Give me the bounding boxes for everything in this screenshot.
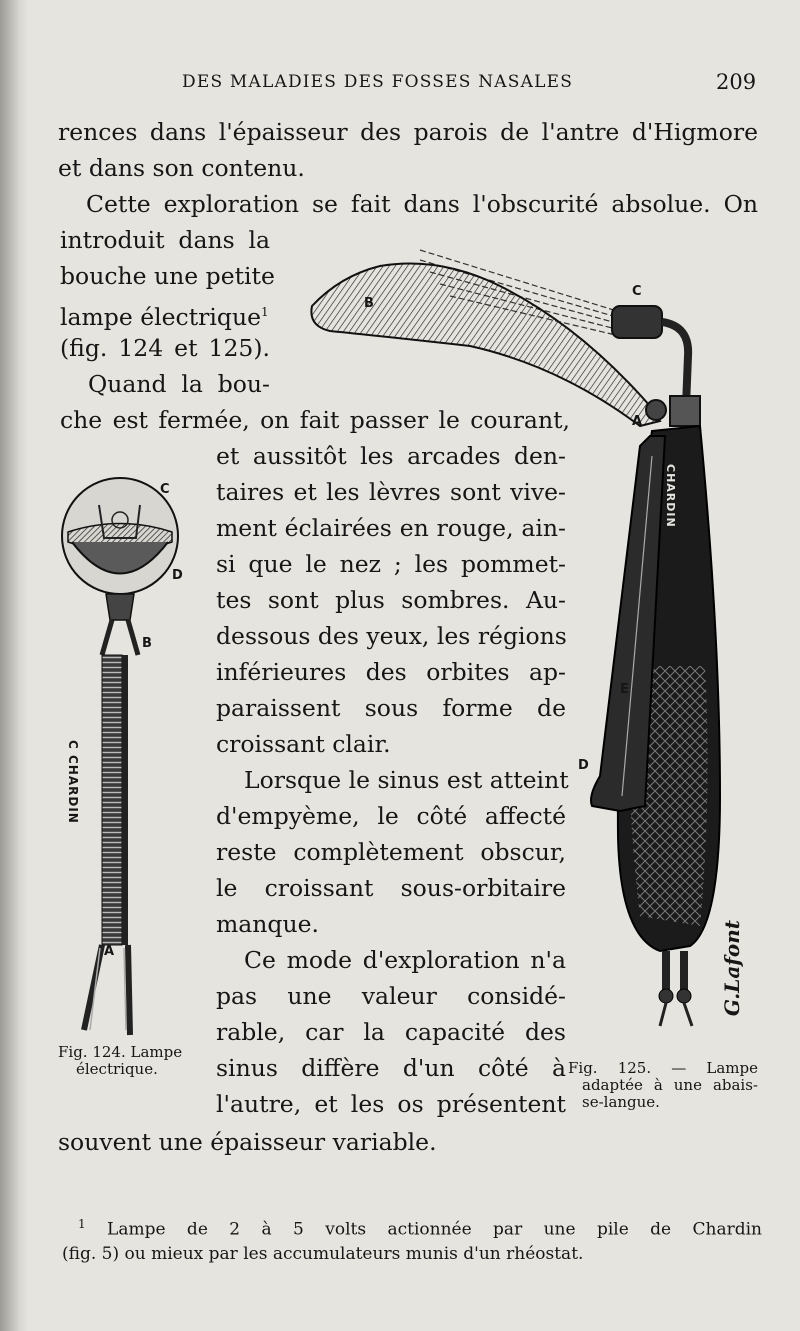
footnote-marker: 1 [78, 1217, 86, 1231]
footnote-line: (fig. 5) ou mieux par les accumulateurs munis d'un rhéostat. [62, 1243, 584, 1264]
text-line: che est fermée, on fait passer le courant, [60, 406, 570, 434]
paragraph-narrow-column [60, 222, 275, 402]
caption-line: électrique. [76, 1060, 158, 1078]
text-line: pas une valeur considé- [216, 982, 566, 1010]
text-line: ment éclairées en rouge, ain- [216, 514, 566, 542]
caption-line: adaptée à une abais- [582, 1076, 758, 1094]
text-line: (fig. 124 et 125). [60, 334, 270, 362]
text-line: Lorsque le sinus est atteint [244, 766, 569, 794]
footnote-line [62, 1212, 762, 1242]
text-line: taires et les lèvres sont vive- [216, 478, 566, 506]
page-gutter-shadow [0, 0, 28, 1331]
figure-125-label-b: B [364, 296, 374, 311]
text-line: sinus diffère d'un côté à [216, 1054, 566, 1082]
text-line: et aussitôt les arcades den- [216, 442, 566, 470]
text-line: introduit dans la [60, 226, 270, 254]
text-line: souvent une épaisseur variable. [58, 1128, 437, 1156]
caption-line: Fig. 125. — Lampe [568, 1059, 758, 1077]
text-line: croissant clair. [216, 730, 391, 758]
text-line: tes sont plus sombres. Au- [216, 586, 566, 614]
figure-124-illustration [54, 470, 234, 1050]
text-line [60, 294, 270, 330]
figure-125-caption [568, 1060, 758, 1111]
running-header [0, 70, 800, 102]
figure-124-label-b: B [142, 636, 152, 651]
text-line: Cette exploration se fait dans l'obscurité absolue. On [86, 190, 758, 218]
text-line: d'empyème, le côté affecté [216, 802, 566, 830]
text-line: et dans son contenu. [58, 154, 305, 182]
figure-124-label-a: A [104, 944, 115, 959]
figure-125-label-a: A [632, 414, 643, 429]
footnote-line-text: Lampe de 2 à 5 volts actionnée par une pile de Chardin [107, 1219, 763, 1240]
footnote [62, 1212, 762, 1266]
text-line-content: lampe électrique [60, 302, 262, 331]
running-title: DES MALADIES DES FOSSES NASALES [182, 72, 574, 92]
figure-124-caption [58, 1044, 182, 1078]
text-line: inférieures des orbites ap- [216, 658, 566, 686]
figure-125-illustration [300, 236, 760, 1036]
figure-125-label-e: E [620, 682, 629, 697]
text-line: Ce mode d'exploration n'a [244, 946, 566, 974]
engraver-signature: G.Lafont [720, 920, 744, 1017]
text-line: rable, car la capacité des [216, 1018, 566, 1046]
text-line: le croissant sous-orbitaire [216, 874, 566, 902]
text-line: si que le nez ; les pommet- [216, 550, 566, 578]
figure-125-maker-mark: CHARDIN [664, 464, 677, 528]
figure-125-label-d: D [578, 758, 589, 773]
text-line: reste complètement obscur, [216, 838, 566, 866]
text-line: bouche une petite [60, 262, 275, 290]
figure-125-label-c: C [632, 284, 642, 299]
figure-124-label-c: C [160, 482, 170, 497]
text-line: manque. [216, 910, 319, 938]
text-line: l'autre, et les os présentent [216, 1090, 566, 1118]
page-number: 209 [716, 70, 757, 94]
text-line: Quand la bou- [88, 370, 270, 398]
text-line: paraissent sous forme de [216, 694, 566, 722]
paragraph-top [58, 114, 758, 222]
footnote-reference: 1 [261, 305, 269, 319]
text-line: rences dans l'épaisseur des parois de l'antre d'Higmore [58, 118, 758, 146]
figure-124-maker-mark: C CHARDIN [66, 740, 80, 824]
paragraph-bottom [58, 1124, 458, 1160]
figure-124-label-d: D [172, 568, 183, 583]
caption-line: se-langue. [582, 1093, 660, 1111]
text-line: dessous des yeux, les régions [216, 622, 567, 650]
caption-line: Fig. 124. Lampe [58, 1043, 183, 1061]
